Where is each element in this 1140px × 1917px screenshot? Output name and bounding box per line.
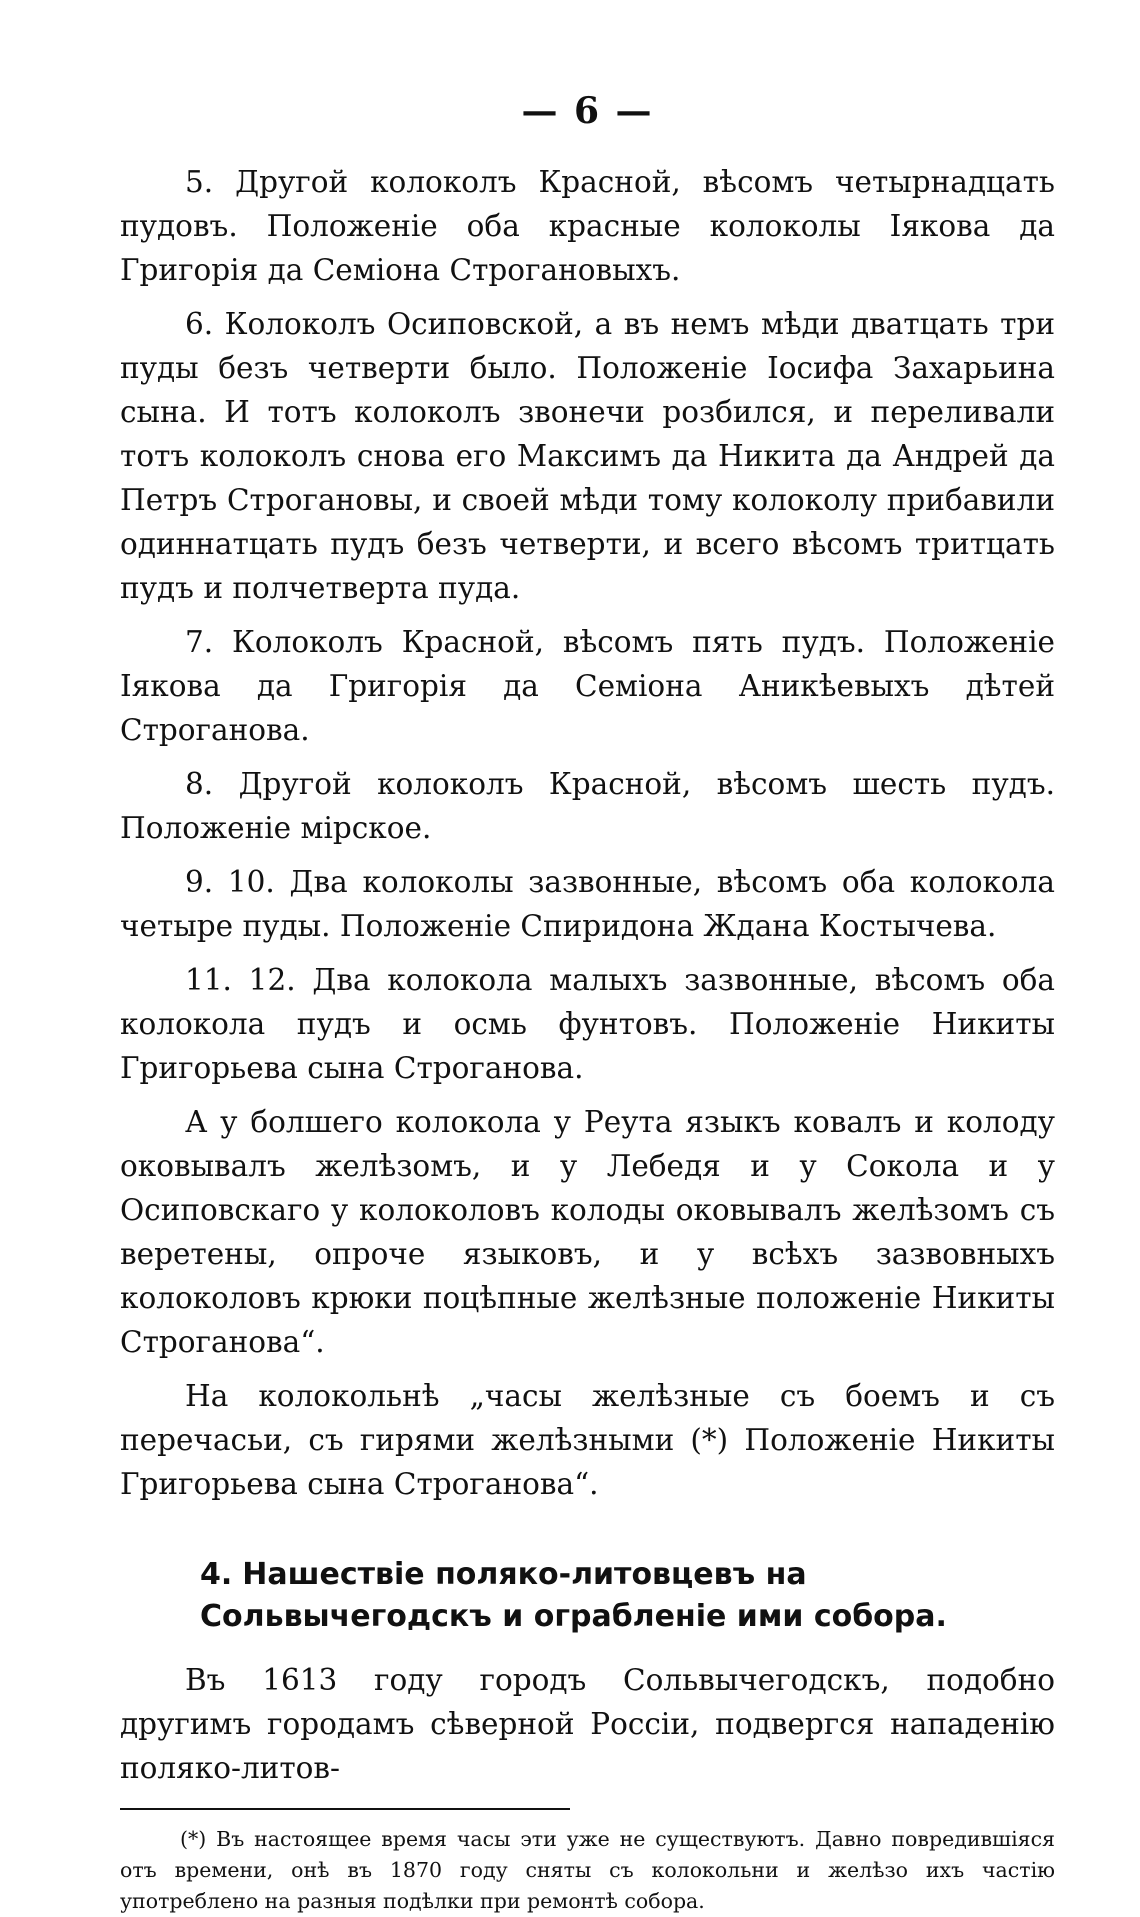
paragraph-item-6: 6. Колоколъ Осиповской, а въ немъ мѣди дватцать три пуды безъ четверти было. Положеніе Іосифа Захарьина сына. И тотъ колоколъ звонечи розбился, и переливали тотъ колоколъ снова его Максимъ да Никита да Андрей да Петръ Строгановы, и своей мѣди тому колоколу прибавили одиннатцать пудъ безъ четверти, и всего вѣсомъ тритцать пудъ и полчетверта пуда. [120, 307, 1055, 605]
paragraph-bell-ironwork: А у болшего колокола у Реута языкъ ковалъ и колоду оковывалъ желѣзомъ, и у Лебедя и у Сокола и у Осиповскаго у колоколовъ колоды оковывалъ желѣзомъ съ веретены, опроче языковъ, и у всѣхъ зазвовныхъ колоколовъ крюки поцѣпные желѣзные положеніе Никиты Строганова“. [120, 1105, 1055, 1359]
paragraph-items-9-10: 9. 10. Два колоколы зазвонные, вѣсомъ оба колокола четыре пуды. Положеніе Спиридона Ждана Костычева. [120, 865, 1055, 943]
section-number: 4. [200, 1557, 233, 1592]
section-body [120, 1658, 1055, 1790]
section-title: Нашествіе поляко-литовцевъ на Сольвычегодскъ и ограбленіе ими собора. [200, 1557, 947, 1634]
paragraph-item-5: 5. Другой колоколъ Красной, вѣсомъ четырнадцать пудовъ. Положеніе оба красные колоколы Іякова да Григорія да Семіона Строгановыхъ. [120, 165, 1055, 287]
footnote: (*) Въ настоящее время часы эти уже не существуютъ. Давно повредившіяся отъ времени, онѣ въ 1870 году сняты съ колокольни и желѣзо ихъ частію употреблено на разныя подѣлки при ремонтѣ собора. [120, 1827, 1055, 1913]
body-text [120, 160, 1055, 1506]
page-number: — 6 — [521, 90, 654, 132]
paragraph-belfry-clock: На колокольнѣ „часы желѣзные съ боемъ и съ перечасьи, съ гирями желѣзными (*) Положеніе Никиты Григорьева сына Строганова“. [120, 1379, 1055, 1501]
paragraph-items-11-12: 11. 12. Два колокола малыхъ зазвонные, вѣсомъ оба колокола пудъ и осмь фунтовъ. Положеніе Никиты Григорьева сына Строганова. [120, 963, 1055, 1085]
paragraph-item-8: 8. Другой колоколъ Красной, вѣсомъ шесть пудъ. Положеніе мірское. [120, 767, 1055, 845]
paragraph-1613-invasion: Въ 1613 году городъ Сольвычегодскъ, подобно другимъ городамъ сѣверной Россіи, подвергся нападенію поляко-литов- [120, 1663, 1055, 1785]
document-page [120, 90, 1055, 1917]
footnote-divider [120, 1808, 570, 1810]
section-heading [120, 1554, 1055, 1638]
paragraph-item-7: 7. Колоколъ Красной, вѣсомъ пять пудъ. Положеніе Іякова да Григорія да Семіона Аникѣевыхъ дѣтей Строганова. [120, 625, 1055, 747]
